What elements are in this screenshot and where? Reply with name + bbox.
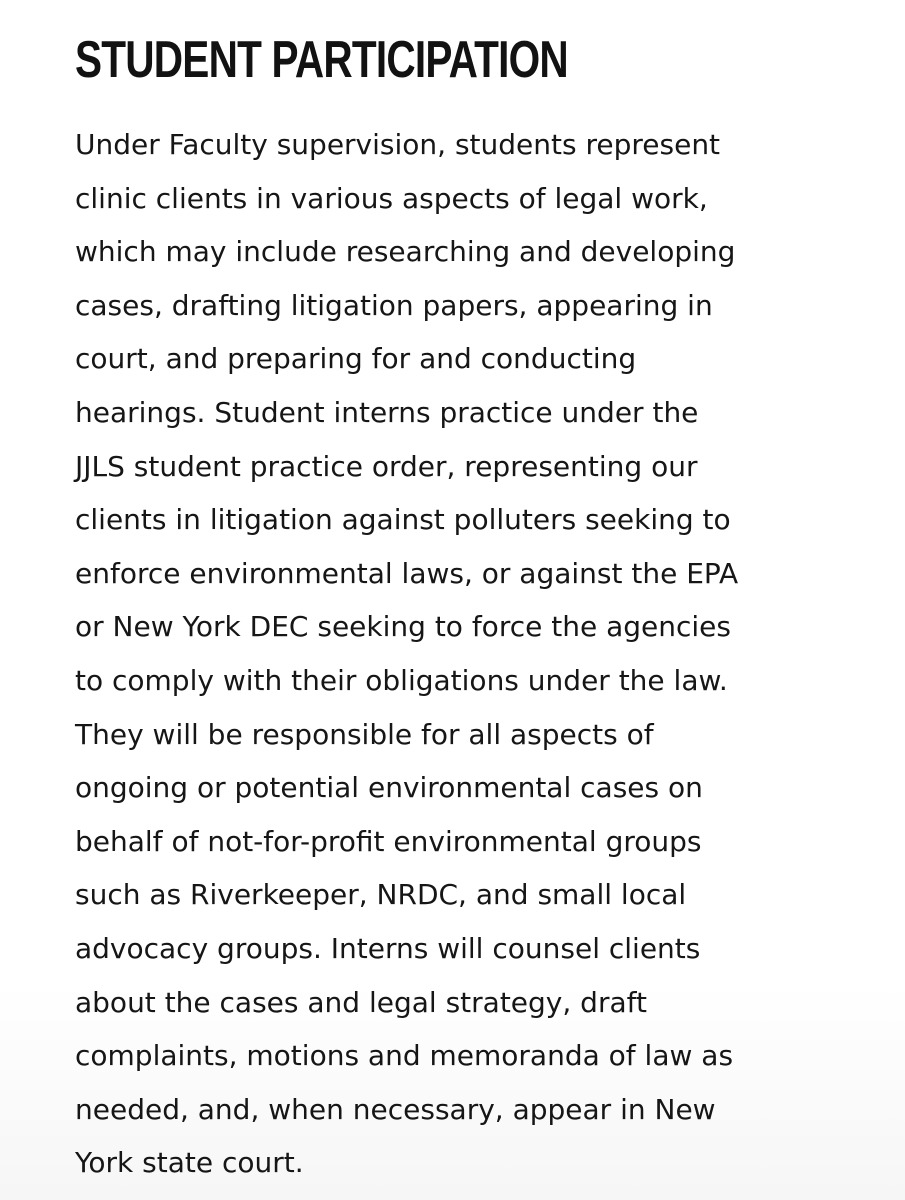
- paragraph-line: JJLS student practice order, representing our: [75, 449, 698, 483]
- paragraph-line: such as Riverkeeper, NRDC, and small local: [75, 878, 687, 912]
- paragraph-line: clinic clients in various aspects of legal work,: [75, 181, 708, 215]
- paragraph-line: behalf of not-for-profit environmental groups: [75, 824, 702, 858]
- paragraph-line: ongoing or potential environmental cases on: [75, 771, 703, 805]
- paragraph-line: They will be responsible for all aspects of: [75, 717, 654, 751]
- paragraph-line: complaints, motions and memoranda of law as: [75, 1039, 734, 1073]
- paragraph-line: York state court.: [75, 1146, 304, 1180]
- paragraph-line: or New York DEC seeking to force the agencies: [75, 610, 731, 644]
- paragraph-line: advocacy groups. Interns will counsel clients: [75, 931, 701, 965]
- paragraph-line: court, and preparing for and conducting: [75, 342, 637, 376]
- paragraph-line: Under Faculty supervision, students represent: [75, 128, 721, 161]
- paragraph-line: which may include researching and developing: [75, 235, 736, 269]
- section-heading: STUDENT PARTICIPATION: [75, 31, 568, 89]
- paragraph-line: hearings. Student interns practice under the: [75, 395, 699, 429]
- paragraph-line: clients in litigation against polluters seeking to: [75, 503, 731, 537]
- paragraph-line: needed, and, when necessary, appear in New: [75, 1092, 716, 1126]
- section-paragraph: [75, 118, 835, 1190]
- paragraph-line: cases, drafting litigation papers, appearing in: [75, 288, 713, 322]
- paragraph-line: enforce environmental laws, or against the EPA: [75, 556, 739, 590]
- paragraph-line: about the cases and legal strategy, draft: [75, 985, 647, 1019]
- paragraph-line: to comply with their obligations under the law.: [75, 663, 728, 697]
